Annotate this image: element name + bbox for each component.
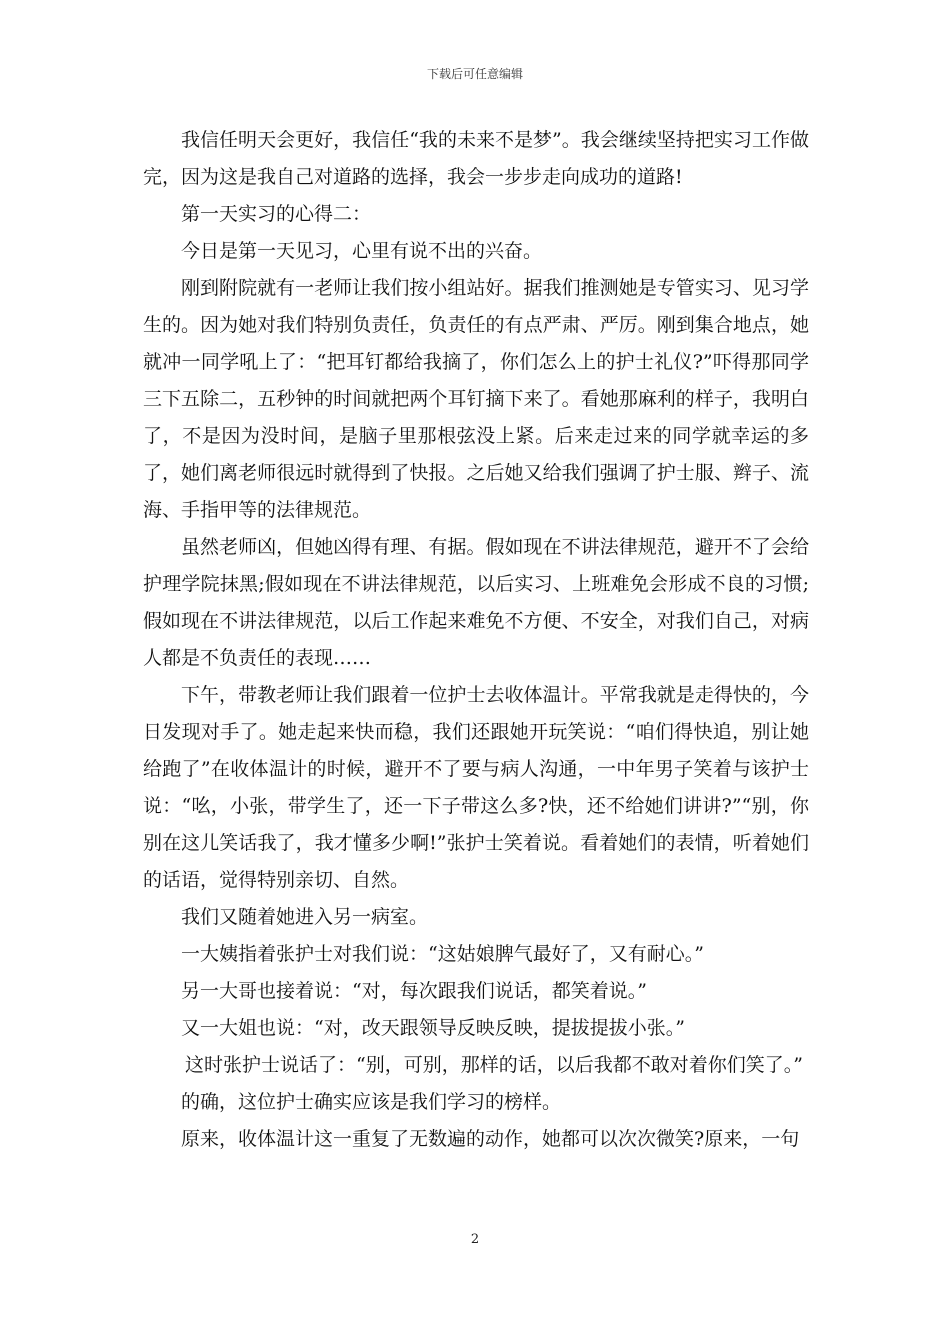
- paragraph-role-model: 的确，这位护士确实应该是我们学习的榜样。: [181, 1091, 562, 1113]
- paragraph-next-ward: 我们又随着她进入另一病室。: [181, 906, 429, 928]
- paragraph-teacher-strict: 虽然老师凶，但她凶得有理、有据。假如现在不讲法律规范，避开不了会给护理学院抹黑;假如现在不讲法律规范，以后实习、上班难免会形成不良的习惯;假如现在不讲法律规范，以后工作起来难免不方便、不安全，对我们自己，对病人都是不负责任的表现……: [143, 536, 809, 669]
- paragraph-first-day: 今日是第一天见习，心里有说不出的兴奋。: [181, 240, 543, 262]
- paragraph-brother-quote: 另一大哥也接着说：“对，每次跟我们说话，都笑着说。”: [181, 980, 647, 1002]
- document-body: [143, 122, 809, 1158]
- paragraph-reflection: 原来，收体温计这一重复了无数遍的动作，她都可以次次微笑?原来，一句: [181, 1128, 800, 1150]
- paragraph-afternoon: 下午，带教老师让我们跟着一位护士去收体温计。平常我就是走得快的，今日发现对手了。她走起来快而稳，我们还跟她开玩笑说：“咱们得快追，别让她给跑了”在收体温计的时候，避开不了要与病人沟通，一中年男子笑着与该护士说：“吆，小张，带学生了，还一下子带这么多?快，还不给她们讲讲?”“别，你别在这儿笑话我了，我才懂多少啊!”张护士笑着说。看着她们的表情，听着她们的话语，觉得特别亲切、自然。: [143, 684, 809, 891]
- page-number: 2: [470, 1232, 480, 1247]
- paragraph-dream: 我信任明天会更好，我信任“我的未来不是梦”。我会继续坚持把实习工作做完，因为这是我自己对道路的选择，我会一步步走向成功的道路!: [143, 129, 809, 188]
- paragraph-aunt-quote: 一大姨指着张护士对我们说：“这姑娘脾气最好了，又有耐心。”: [181, 943, 704, 965]
- paragraph-sister-quote: 又一大姐也说：“对，改天跟领导反映反映，提拔提拔小张。”: [181, 1017, 685, 1039]
- section-heading: 第一天实习的心得二：: [181, 203, 372, 225]
- paragraph-arrival: 刚到附院就有一老师让我们按小组站好。据我们推测她是专管实习、见习学生的。因为她对我们特别负责任，负责任的有点严肃、严厉。刚到集合地点，她就冲一同学吼上了：“把耳钉都给我摘了，你们怎么上的护士礼仪?”吓得那同学三下五除二，五秒钟的时间就把两个耳钉摘下来了。看她那麻利的样子，我明白了，不是因为没时间，是脑子里那根弦没上紧。后来走过来的同学就幸运的多了，她们离老师很远时就得到了快报。之后她又给我们强调了护士服、辫子、流海、手指甲等的法律规范。: [143, 277, 809, 521]
- paragraph-nurse-reply: 这时张护士说话了：“别，可别，那样的话，以后我都不敢对着你们笑了。”: [185, 1054, 803, 1076]
- page-header: 下载后可任意编辑: [426, 67, 523, 81]
